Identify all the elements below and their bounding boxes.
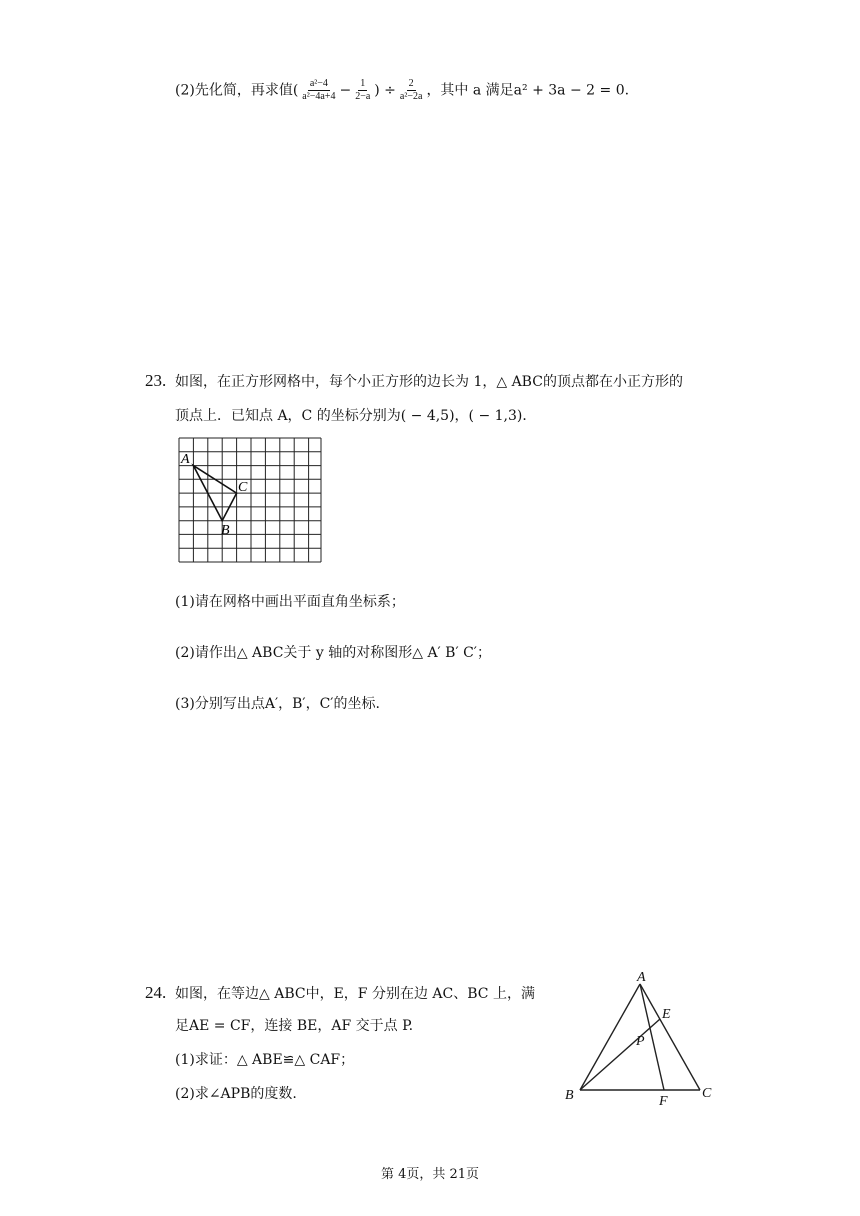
q22-frac3-numerator: 2 <box>408 78 414 89</box>
segment-be <box>580 1019 660 1090</box>
q23-number: 23. <box>145 371 167 390</box>
q24-triangle-figure <box>560 968 720 1108</box>
label-b: B <box>221 523 230 538</box>
label-f: F <box>659 1094 668 1108</box>
page-footer: 第 4页，共 21页 <box>380 1167 480 1182</box>
q22-part2-suffix: ，其中 a 满足a² + 3a − 2 = 0. <box>426 82 630 99</box>
q24-text-line1: 如图，在等边△ ABC中，E，F 分别在边 AC、BC 上，满 <box>175 986 535 1002</box>
label-e: E <box>662 1007 671 1022</box>
label-a: A <box>637 970 646 985</box>
q22-fraction-1 <box>300 78 337 103</box>
q23-text-line1: 如图，在正方形网格中，每个小正方形的边长为 1，△ ABC的顶点都在小正方形的 <box>175 374 683 390</box>
q23-part1: (1)请在网格中画出平面直角坐标系； <box>175 594 405 610</box>
side-ab <box>580 984 640 1090</box>
q23-part2: (2)请作出△ ABC关于 y 轴的对称图形△ A′ B′ C′； <box>175 645 491 661</box>
q22-fraction-3 <box>398 78 425 103</box>
q23-grid-figure <box>176 436 324 564</box>
label-p: P <box>636 1034 645 1049</box>
label-c: C <box>238 480 248 495</box>
side-ac <box>640 984 700 1090</box>
grid-lines <box>179 438 321 562</box>
q24-number: 24. <box>145 983 167 1002</box>
q22-frac1-denominator: a²−4a+4 <box>302 91 336 102</box>
label-c: C <box>702 1086 712 1101</box>
label-b: B <box>565 1088 574 1103</box>
q22-part2-prefix: (2)先化简，再求值( <box>175 82 299 99</box>
q22-frac2-denominator: 2−a <box>355 91 371 102</box>
q24-part1: (1)求证：△ ABE≌△ CAF； <box>175 1052 355 1068</box>
q22-frac3-denominator: a²−2a <box>399 91 423 102</box>
q22-fraction-2 <box>353 78 372 103</box>
q22-divide: ) ÷ <box>374 82 396 99</box>
q22-frac2-numerator: 1 <box>360 78 366 89</box>
q24-part2: (2)求∠APB的度数. <box>175 1086 297 1102</box>
q23-part3: (3)分别写出点A′，B′，C′的坐标. <box>175 696 380 712</box>
q22-minus: − <box>339 82 352 99</box>
q22-frac1-numerator: a²−4 <box>309 78 328 89</box>
label-a: A <box>181 452 190 467</box>
q22-part2-line <box>175 78 629 103</box>
q24-text-line2: 足AE = CF，连接 BE，AF 交于点 P. <box>175 1018 414 1034</box>
q23-text-line2: 顶点上．已知点 A，C 的坐标分别为( − 4,5)，( − 1,3)． <box>175 408 537 424</box>
